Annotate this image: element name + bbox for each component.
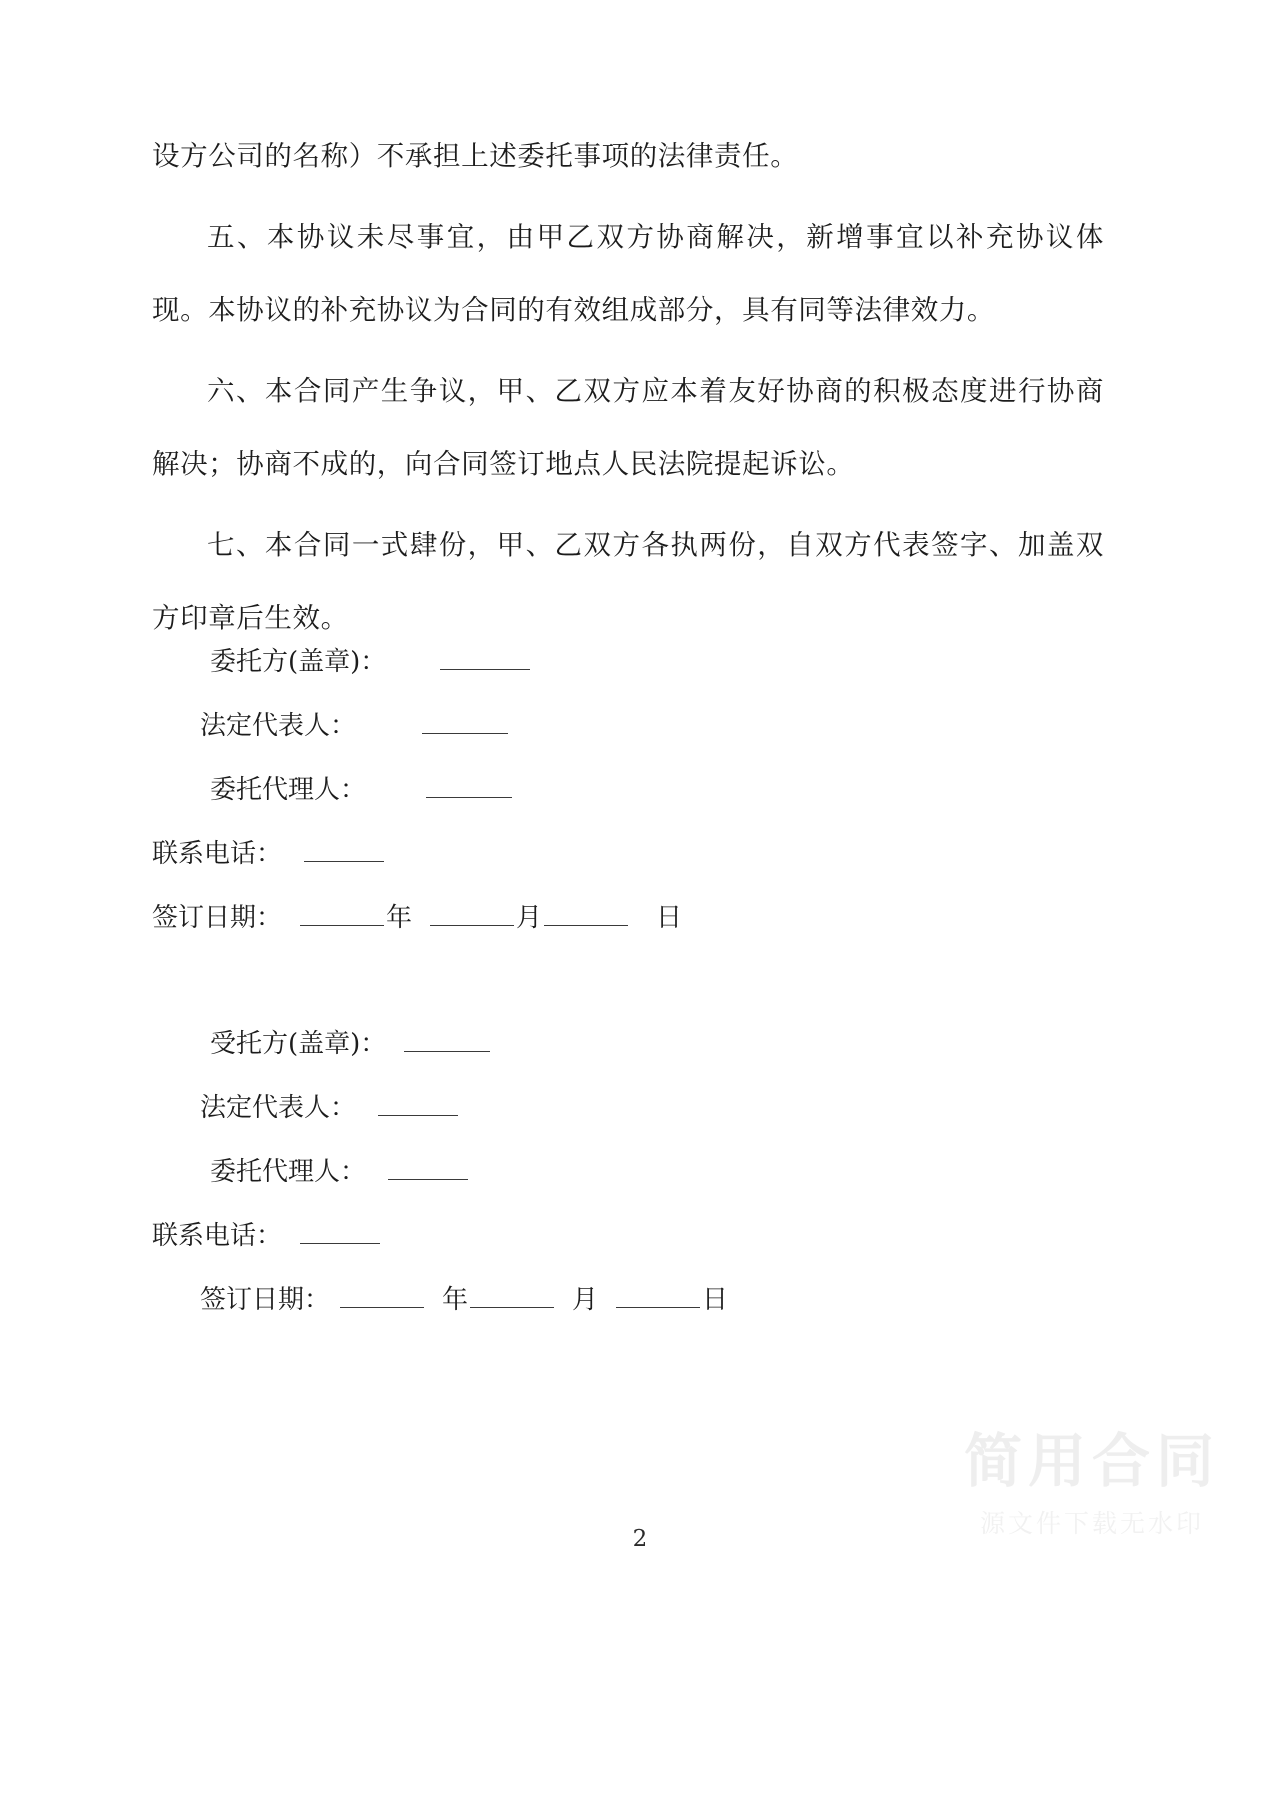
signature-row-party: [152, 630, 1052, 694]
entruster-agent-label: 委托代理人：: [210, 775, 367, 805]
entruster-phone-blank[interactable]: [304, 837, 384, 862]
entruster-party-blank[interactable]: [440, 645, 530, 670]
watermark: [963, 1427, 1220, 1540]
entruster-legal-representative-label: 法定代表人：: [200, 711, 357, 741]
paragraph-clause-5: 五、本协议未尽事宜，由甲乙双方协商解决，新增事宜以补充协议体现。本协议的补充协议为合同的有效组成部分，具有同等法律效力。: [152, 221, 1104, 326]
watermark-sub-text: 源文件下载无水印: [979, 1509, 1204, 1538]
paragraph-spacer: [152, 193, 1104, 201]
trustee-date-day-blank[interactable]: [616, 1283, 700, 1308]
signature-row-agent: [152, 1140, 1052, 1204]
entruster-date-day-blank[interactable]: [544, 901, 628, 926]
entruster-date-year-unit: 年: [386, 903, 413, 933]
paragraph-clause-4-continuation: 设方公司的名称）不承担上述委托事项的法律责任。: [152, 140, 799, 172]
paragraph-spacer: [152, 347, 1104, 355]
trustee-date-label: 签订日期：: [200, 1285, 331, 1315]
trustee-legal-representative-blank[interactable]: [378, 1091, 458, 1116]
watermark-main-text: 简用合同: [963, 1427, 1220, 1496]
trustee-legal-representative-label: 法定代表人：: [200, 1093, 357, 1123]
entruster-party-label: 委托方(盖章)：: [210, 647, 387, 677]
trustee-date-day-unit: 日: [702, 1285, 729, 1315]
signature-row-legal-representative: [152, 694, 1052, 758]
entruster-legal-representative-blank[interactable]: [422, 709, 508, 734]
trustee-date-year-unit: 年: [442, 1285, 469, 1315]
entruster-date-day-unit: 日: [656, 903, 683, 933]
trustee-agent-label: 委托代理人：: [210, 1157, 367, 1187]
trustee-date-month-blank[interactable]: [470, 1283, 554, 1308]
signature-row-phone: [152, 1204, 1052, 1268]
signature-row-phone: [152, 822, 1052, 886]
signature-row-agent: [152, 758, 1052, 822]
entruster-agent-blank[interactable]: [426, 773, 512, 798]
entruster-phone-label: 联系电话：: [152, 839, 283, 869]
trustee-phone-label: 联系电话：: [152, 1221, 283, 1251]
document-body: [152, 120, 1104, 655]
signature-row-date: [152, 1268, 1052, 1332]
signature-row-date: [152, 886, 1052, 950]
entruster-date-month-blank[interactable]: [430, 901, 514, 926]
entruster-date-month-unit: 月: [516, 903, 543, 933]
paragraph-spacer: [152, 501, 1104, 509]
signature-row-legal-representative: [152, 1076, 1052, 1140]
signature-block-trustee: [152, 1012, 1052, 1332]
entruster-date-year-blank[interactable]: [300, 901, 384, 926]
paragraph-clause-6: 六、本合同产生争议，甲、乙双方应本着友好协商的积极态度进行协商解决；协商不成的，向合同签订地点人民法院提起诉讼。: [152, 375, 1104, 480]
trustee-party-blank[interactable]: [404, 1027, 490, 1052]
trustee-phone-blank[interactable]: [300, 1219, 380, 1244]
page-number: 2: [632, 1526, 648, 1552]
trustee-party-label: 受托方(盖章)：: [210, 1029, 387, 1059]
signature-block-entruster: [152, 630, 1052, 950]
trustee-date-month-unit: 月: [572, 1285, 599, 1315]
trustee-date-year-blank[interactable]: [340, 1283, 424, 1308]
signature-row-party: [152, 1012, 1052, 1076]
paragraph-clause-7: 七、本合同一式肆份，甲、乙双方各执两份，自双方代表签字、加盖双方印章后生效。: [152, 529, 1104, 634]
entruster-date-label: 签订日期：: [152, 903, 283, 933]
trustee-agent-blank[interactable]: [388, 1155, 468, 1180]
